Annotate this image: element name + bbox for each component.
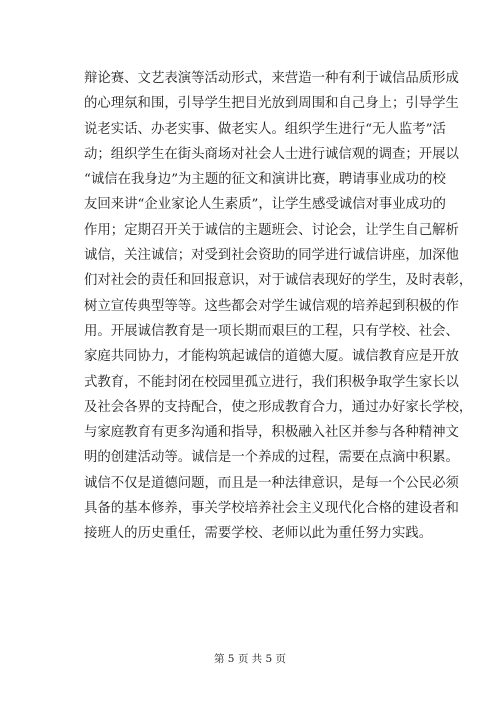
text-line: 们对社会的责任和回报意识，对于诚信表现好的学生，及时表彰， <box>84 273 473 289</box>
text-line: 友回来讲“企业家论人生素质”，让学生感受诚信对事业成功的 <box>84 197 446 213</box>
text-line: 式教育，不能封闭在校园里孤立进行，我们积极争取学生家长以 <box>84 374 459 390</box>
text-line: 说老实话、办老实事、做老实人。组织学生进行“无人监考”活 <box>84 121 446 137</box>
text-line: 与家庭教育有更多沟通和指导，积极融入社区并参与各种精神文 <box>84 425 459 441</box>
text-line: 明的创建活动等。诚信是一个养成的过程，需要在点滴中积累。 <box>84 450 459 466</box>
text-line: 作用；定期召开关于诚信的主题班会、讨论会，让学生自己解析 <box>84 222 459 238</box>
text-line: 的心理氛和围，引导学生把目光放到周围和自己身上；引导学生 <box>84 96 459 112</box>
text-line: 接班人的历史重任，需要学校、老师以此为重任努力实践。 <box>84 526 433 542</box>
text-line: 用。开展诚信教育是一项长期而艰巨的工程，只有学校、社会、 <box>84 323 459 339</box>
text-line: 诚信，关注诚信；对受到社会资助的同学进行诚信讲座，加深他 <box>84 248 459 264</box>
text-line: “诚信在我身边”为主题的征文和演讲比赛，聘请事业成功的校 <box>84 172 446 188</box>
text-line: 动；组织学生在街头商场对社会人士进行诚信观的调查；开展以 <box>84 146 459 162</box>
text-line: 辩论赛、文艺表演等活动形式，来营造一种有利于诚信品质形成 <box>84 71 459 86</box>
text-line: 家庭共同协力，才能构筑起诚信的道德大厦。诚信教育应是开放 <box>84 349 459 365</box>
page-number-footer: 第 5 页 共 5 页 <box>213 653 287 665</box>
text-line: 树立宣传典型等等。这些都会对学生诚信观的培养起到积极的作 <box>84 298 459 314</box>
text-line: 具备的基本修养，事关学校培养社会主义现代化合格的建设者和 <box>84 501 459 517</box>
text-line: 及社会各界的支持配合，使之形成教育合力，通过办好家长学校， <box>84 399 473 415</box>
text-line: 诚信不仅是道德问题，而且是一种法律意识，是每一个公民必须 <box>84 475 459 491</box>
body-paragraph <box>84 66 473 547</box>
